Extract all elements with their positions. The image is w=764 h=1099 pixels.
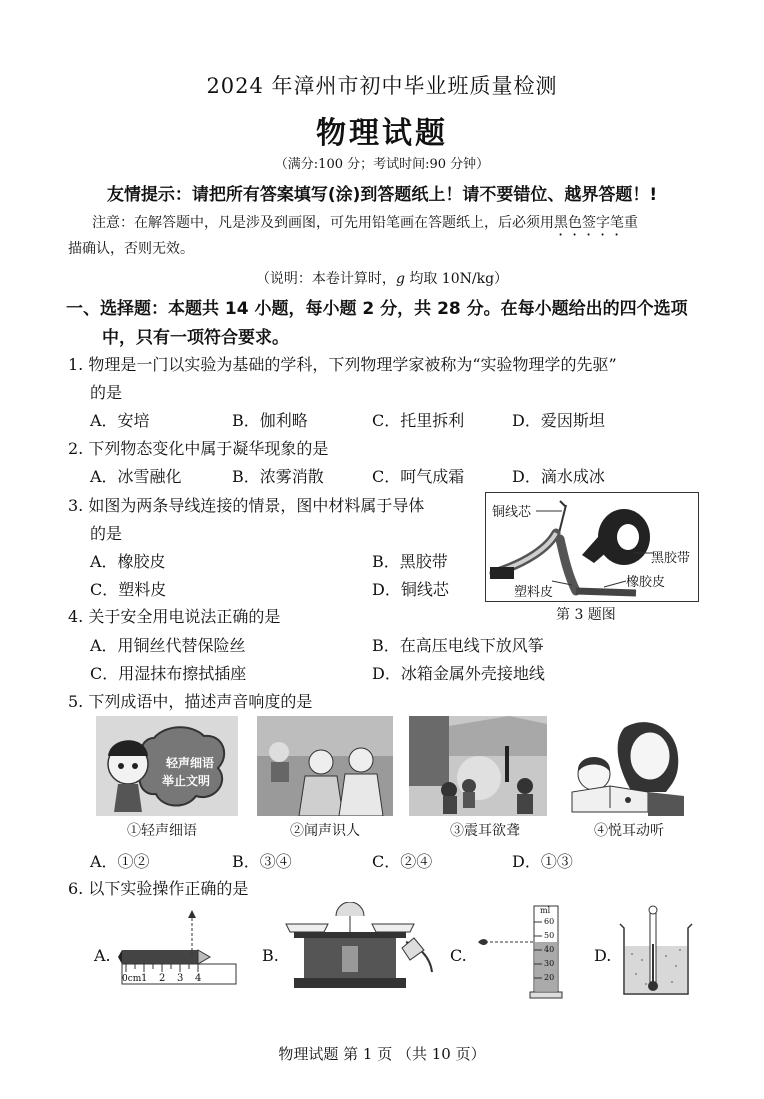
q5-caption-1: ①轻声细语 [127,823,197,839]
q5-caption-4: ④悦耳动听 [594,823,664,839]
q6-letter-a: A. [94,946,111,965]
q3-stem-line-1: 3. 如图为两条导线连接的情景，图中材料属于导体 [68,496,425,515]
q6-figure-balance [284,902,434,998]
q1-stem-line-1: 1. 物理是一门以实验为基础的学科，下列物理学家被称为“实验物理学的先驱” [68,355,617,374]
exam-title: 2024 年漳州市初中毕业班质量检测 [206,74,558,98]
ruler-label-3: 3 [177,973,184,984]
q4-stem: 4. 关于安全用电说法正确的是 [68,607,281,626]
q2-option-c: C．呵气成霜 [372,467,465,486]
q5-picture-1 [96,716,238,816]
balance-scale-diagram [284,902,434,998]
ruler-label-0: 0cm [122,974,142,984]
q5-picture-3 [409,716,547,816]
subject-title: 物理试题 [316,116,448,151]
q3-option-d: D．铜线芯 [372,580,449,599]
q3-stem-line-2: 的是 [90,524,123,543]
notice-part-2: 重 [624,215,638,231]
q3-option-b: B．黑胶带 [372,552,448,571]
section-1-title-line-1: 一、选择题：本题共 14 小题，每小题 2 分，共 28 分。在每小题给出的四个选项 [66,299,688,319]
q1-option-b: B．伽利略 [232,411,308,430]
page-footer: 物理试题 第 1 页 （共 10 页） [278,1045,486,1063]
label-black-tape: 黑胶带 [651,551,691,566]
exam-meta: （满分:100 分；考试时间:90 分钟） [274,157,490,172]
q3-option-c: C．塑料皮 [90,580,167,599]
firecrackers-illustration [409,716,547,816]
beaker-thermometer-diagram [616,904,696,998]
q3-figure [485,492,699,602]
notice-part-1: 注意：在解答题中，凡是涉及到画图，可先用铅笔画在答题纸上，后必须用 [92,215,554,231]
q6-letter-c: C. [450,946,467,965]
q5-picture-1-text-1: 轻声细语 [166,756,215,770]
label-copper-core: 铜线芯 [492,505,532,520]
notice-line-2: 描确认，否则无效。 [68,241,194,257]
q6-figure-ruler [118,910,240,990]
q5-option-d: D．①③ [512,852,573,871]
label-plastic-skin: 塑料皮 [514,585,554,600]
q3-option-a: A．橡胶皮 [90,552,166,571]
explain-line [0,268,764,288]
q4-option-c: C．用湿抹布擦拭插座 [90,664,247,683]
explain-suffix: 均取 10N/kg） [404,271,509,287]
q6-letter-b: B. [262,946,279,965]
q6-stem: 6. 以下实验操作正确的是 [68,879,249,898]
ruler-label-4: 4 [195,973,202,984]
two-people-illustration [257,716,393,816]
q5-picture-1-text-2: 举止文明 [162,774,211,788]
q2-option-d: D．滴水成冰 [512,467,605,486]
cylinder-label-60: 60 [544,917,555,926]
q5-caption-2: ②闻声识人 [290,823,360,839]
notice-emphasis: 黑色签字笔 [554,215,624,231]
q4-option-d: D．冰箱金属外壳接地线 [372,664,545,683]
ruler-label-1: 1 [141,973,148,984]
q5-stem: 5. 下列成语中，描述声音响度的是 [68,692,313,711]
q5-option-b: B．③④ [232,852,292,871]
q6-figure-beaker [616,904,696,998]
section-1-title-line-2: 中，只有一项符合要求。 [102,328,289,348]
label-rubber-skin: 橡胶皮 [626,575,666,590]
notice-line-1 [92,212,638,239]
q5-picture-2 [257,716,393,816]
cylinder-label-40: 40 [544,945,555,954]
ruler-label-2: 2 [159,973,166,984]
cylinder-label-ml: ml [540,906,551,915]
q1-option-a: A．安培 [90,411,150,430]
q5-caption-3: ③震耳欲聋 [450,823,520,839]
q5-picture-4 [566,716,688,816]
q1-option-c: C．托里拆利 [372,411,465,430]
q6-figure-cylinder [474,902,564,1000]
q2-option-b: B．浓雾消散 [232,467,324,486]
cylinder-label-30: 30 [544,959,555,968]
q2-stem: 2. 下列物态变化中属于凝华现象的是 [68,439,329,458]
cylinder-label-20: 20 [544,973,555,982]
q6-letter-d: D. [594,946,612,965]
cylinder-label-50: 50 [544,931,555,940]
q4-option-b: B．在高压电线下放风筝 [372,636,544,655]
explain-prefix: （说明：本卷计算时， [255,271,396,287]
q3-figure-caption: 第 3 题图 [556,607,616,623]
q4-option-a: A．用铜丝代替保险丝 [90,636,246,655]
mother-child-reading-illustration [566,716,688,816]
explain-g: g [395,271,405,287]
friendly-tip: 友情提示：请把所有答案填写(涂)到答题纸上！请不要错位、越界答题！! [106,185,658,205]
q2-option-a: A．冰雪融化 [90,467,182,486]
q5-option-a: A．①② [90,852,150,871]
q1-option-d: D．爱因斯坦 [512,411,605,430]
q1-stem-line-2: 的是 [90,383,123,402]
q5-option-c: C．②④ [372,852,433,871]
